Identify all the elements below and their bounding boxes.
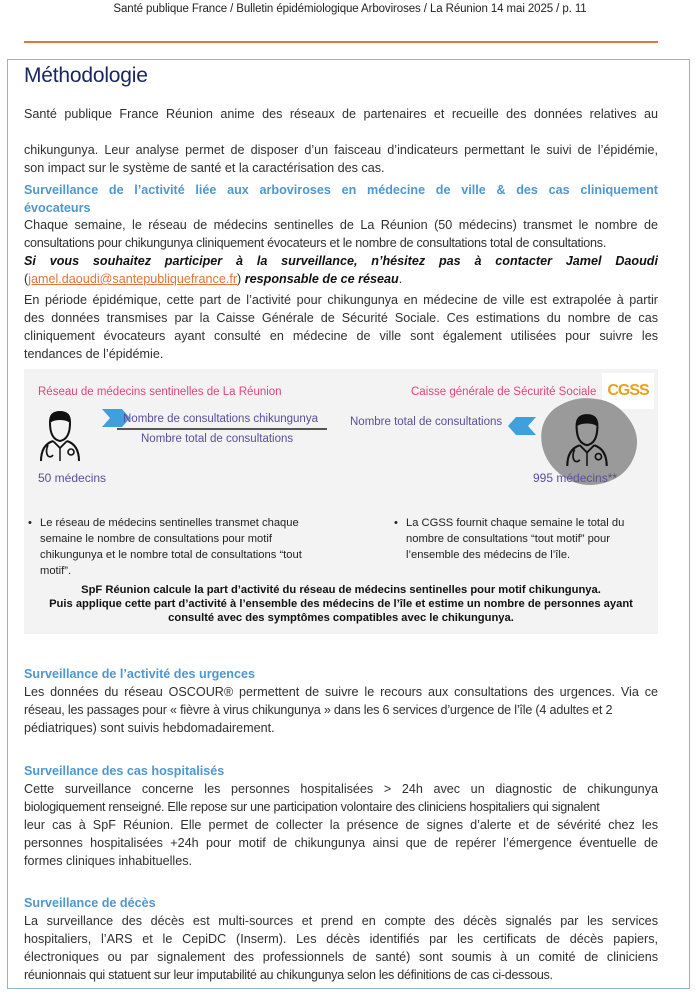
cgss-total-label: Nombre total de consultations <box>350 416 503 428</box>
bullet-line: semaine le nombre de consultations pour motif <box>40 533 272 545</box>
intro-line: Santé publique France Réunion anime des réseaux de partenaires et recueille des données relatives au <box>24 107 658 121</box>
extrapolation-line: tendances de l’épidémie. <box>24 347 164 361</box>
contact-role: responsable de ce réseau <box>241 272 399 286</box>
fraction-denominator: Nombre total de consultations <box>141 433 294 445</box>
fraction-bar <box>117 428 327 430</box>
fraction-numerator: Nombre de consultations chikungunya <box>123 413 318 425</box>
deces-line: La surveillance des décès est multi-sources et prend en compte des décès signalés par les services <box>24 914 658 928</box>
deces-line: réunionnais qui statuent sur leur imputabilité au chikungunya selon les définitions de cas ci-dessous. <box>24 968 553 982</box>
ville-line: Chaque semaine, le réseau de médecins sentinelles de La Réunion (50 médecins) transmet le nombre de <box>24 218 658 232</box>
contact-line-2 <box>24 270 658 288</box>
section-heading-hospitalises: Surveillance des cas hospitalisés <box>24 764 225 778</box>
page-title: Méthodologie <box>24 64 148 87</box>
extrapolation-paragraph <box>24 291 658 363</box>
bullet-dot: • <box>28 517 32 529</box>
sentinel-bullet <box>28 515 340 579</box>
section-heading-ville <box>24 181 658 217</box>
bullet-dot: • <box>394 517 398 529</box>
urgences-paragraph <box>24 683 658 737</box>
cgss-bullet <box>394 515 646 563</box>
bullet-line: Le réseau de médecins sentinelles transmet chaque <box>40 517 299 529</box>
cgss-logo: CGSS <box>602 373 654 409</box>
summary-line: consulté avec des symptômes compatibles avec le chikungunya. <box>168 612 514 624</box>
ville-paragraph <box>24 216 658 288</box>
contact-email-link[interactable]: jamel.daoudi@santepubliquefrance.fr <box>28 272 238 286</box>
bullet-line: nombre de consultations “tout motif” pour <box>406 533 610 545</box>
intro-paragraph <box>24 105 658 177</box>
hospitalises-paragraph <box>24 780 658 870</box>
urgences-line: Les données du réseau OSCOUR® permettent de suivre le recours aux consultations des urgences. Via ce <box>24 685 658 699</box>
sentinel-network-title: Réseau de médecins sentinelles de La Réunion <box>38 386 282 398</box>
extrapolation-line: En période épidémique, cette part de l’activité pour chikungunya en médecine de ville est extrapolée à partir <box>24 293 658 307</box>
paren-open: ( <box>24 272 29 286</box>
hospitalises-line: personnes hospitalisées +24h pour motif de chikungunya ainsi que de repérer l’émergence éventuelle de <box>24 836 658 850</box>
intro-line: chikungunya. Leur analyse permet de disposer d’un faisceau d’indicateurs permettant le suivi de l’épidémie, <box>24 143 658 157</box>
deces-line: hospitaliers, l’ARS et le CepiDC (Inserm). Les décès identifiés par les certificats de décès papiers, <box>24 932 658 946</box>
cgss-title: Caisse générale de Sécurité Sociale <box>411 386 597 398</box>
bullet-line: La CGSS fournit chaque semaine le total du <box>406 517 625 529</box>
hospitalises-line: formes cliniques inhabituelles. <box>24 854 193 868</box>
arrow-left-icon <box>508 417 536 435</box>
cgss-count: 995 médecins** <box>533 471 618 485</box>
hospitalises-line: biologiquement renseigné. Elle repose sur une participation volontaire des cliniciens hospitaliers qui signalent <box>24 800 600 814</box>
heading-line: Surveillance de l’activité liée aux arboviroses en médecine de ville & des cas cliniquement <box>24 183 658 197</box>
running-header: Santé publique France / Bulletin épidémiologique Arboviroses / La Réunion 14 mai 2025 / p. 11 <box>113 3 587 15</box>
hospitalises-line: leur cas à SpF Réunion. Elle permet de collecter la présence de signes d’alerte et de sévérité chez les <box>24 818 658 832</box>
extrapolation-line: des données transmises par la Caisse Générale de Sécurité Sociale. Ces estimations du nombre de cas <box>24 311 658 325</box>
doctor-icon <box>564 411 610 467</box>
urgences-line: réseau, les passages pour « fièvre à virus chikungunya » dans les 6 services d’urgence de l’île (4 adultes et 2 <box>24 703 613 717</box>
section-heading-urgences: Surveillance de l’activité des urgences <box>24 667 255 681</box>
summary-line: Puis applique cette part d’activité à l’ensemble des médecins de l’île et estime un nombre de personnes ayant <box>49 598 633 610</box>
diagram-summary <box>24 583 658 625</box>
contact-line: Si vous souhaitez participer à la surveillance, n’hésitez pas à contacter Jamel Daoudi <box>24 254 658 268</box>
section-heading-deces: Surveillance de décès <box>24 896 156 910</box>
period: . <box>398 272 403 286</box>
bullet-line: l’ensemble des médecins de l’île. <box>406 549 571 561</box>
urgences-line: pédiatriques) sont suivis hebdomadairement. <box>24 721 275 735</box>
bullet-line: motif”. <box>40 565 72 577</box>
ville-line: consultations pour chikungunya cliniquement évocateurs et le nombre de consultations total de consultations. <box>24 236 607 250</box>
sentinel-count: 50 médecins <box>38 471 107 485</box>
paren-close: ) <box>237 272 242 286</box>
heading-line: évocateurs <box>24 201 91 215</box>
intro-line: son impact sur le système de santé et la caractérisation des cas. <box>24 161 385 175</box>
surveillance-diagram <box>24 369 658 634</box>
hospitalises-line: Cette surveillance concerne les personnes hospitalisées > 24h avec un diagnostic de chikungunya <box>24 782 658 796</box>
extrapolation-line: cliniquement évocateurs ayant consulté en médecine de ville sont également utilisées pour suivre les <box>24 329 658 343</box>
summary-line: SpF Réunion calcule la part d’activité du réseau de médecins sentinelles pour motif chikungunya. <box>81 584 601 596</box>
doctor-icon <box>38 408 82 462</box>
bullet-line: chikungunya et le nombre total de consultations “tout <box>40 549 302 561</box>
deces-line: électroniques ou par signalement des professionnels de santé) sont soumis à un comité de cliniciens <box>24 950 658 964</box>
deces-paragraph <box>24 912 658 984</box>
header-rule <box>24 41 658 43</box>
